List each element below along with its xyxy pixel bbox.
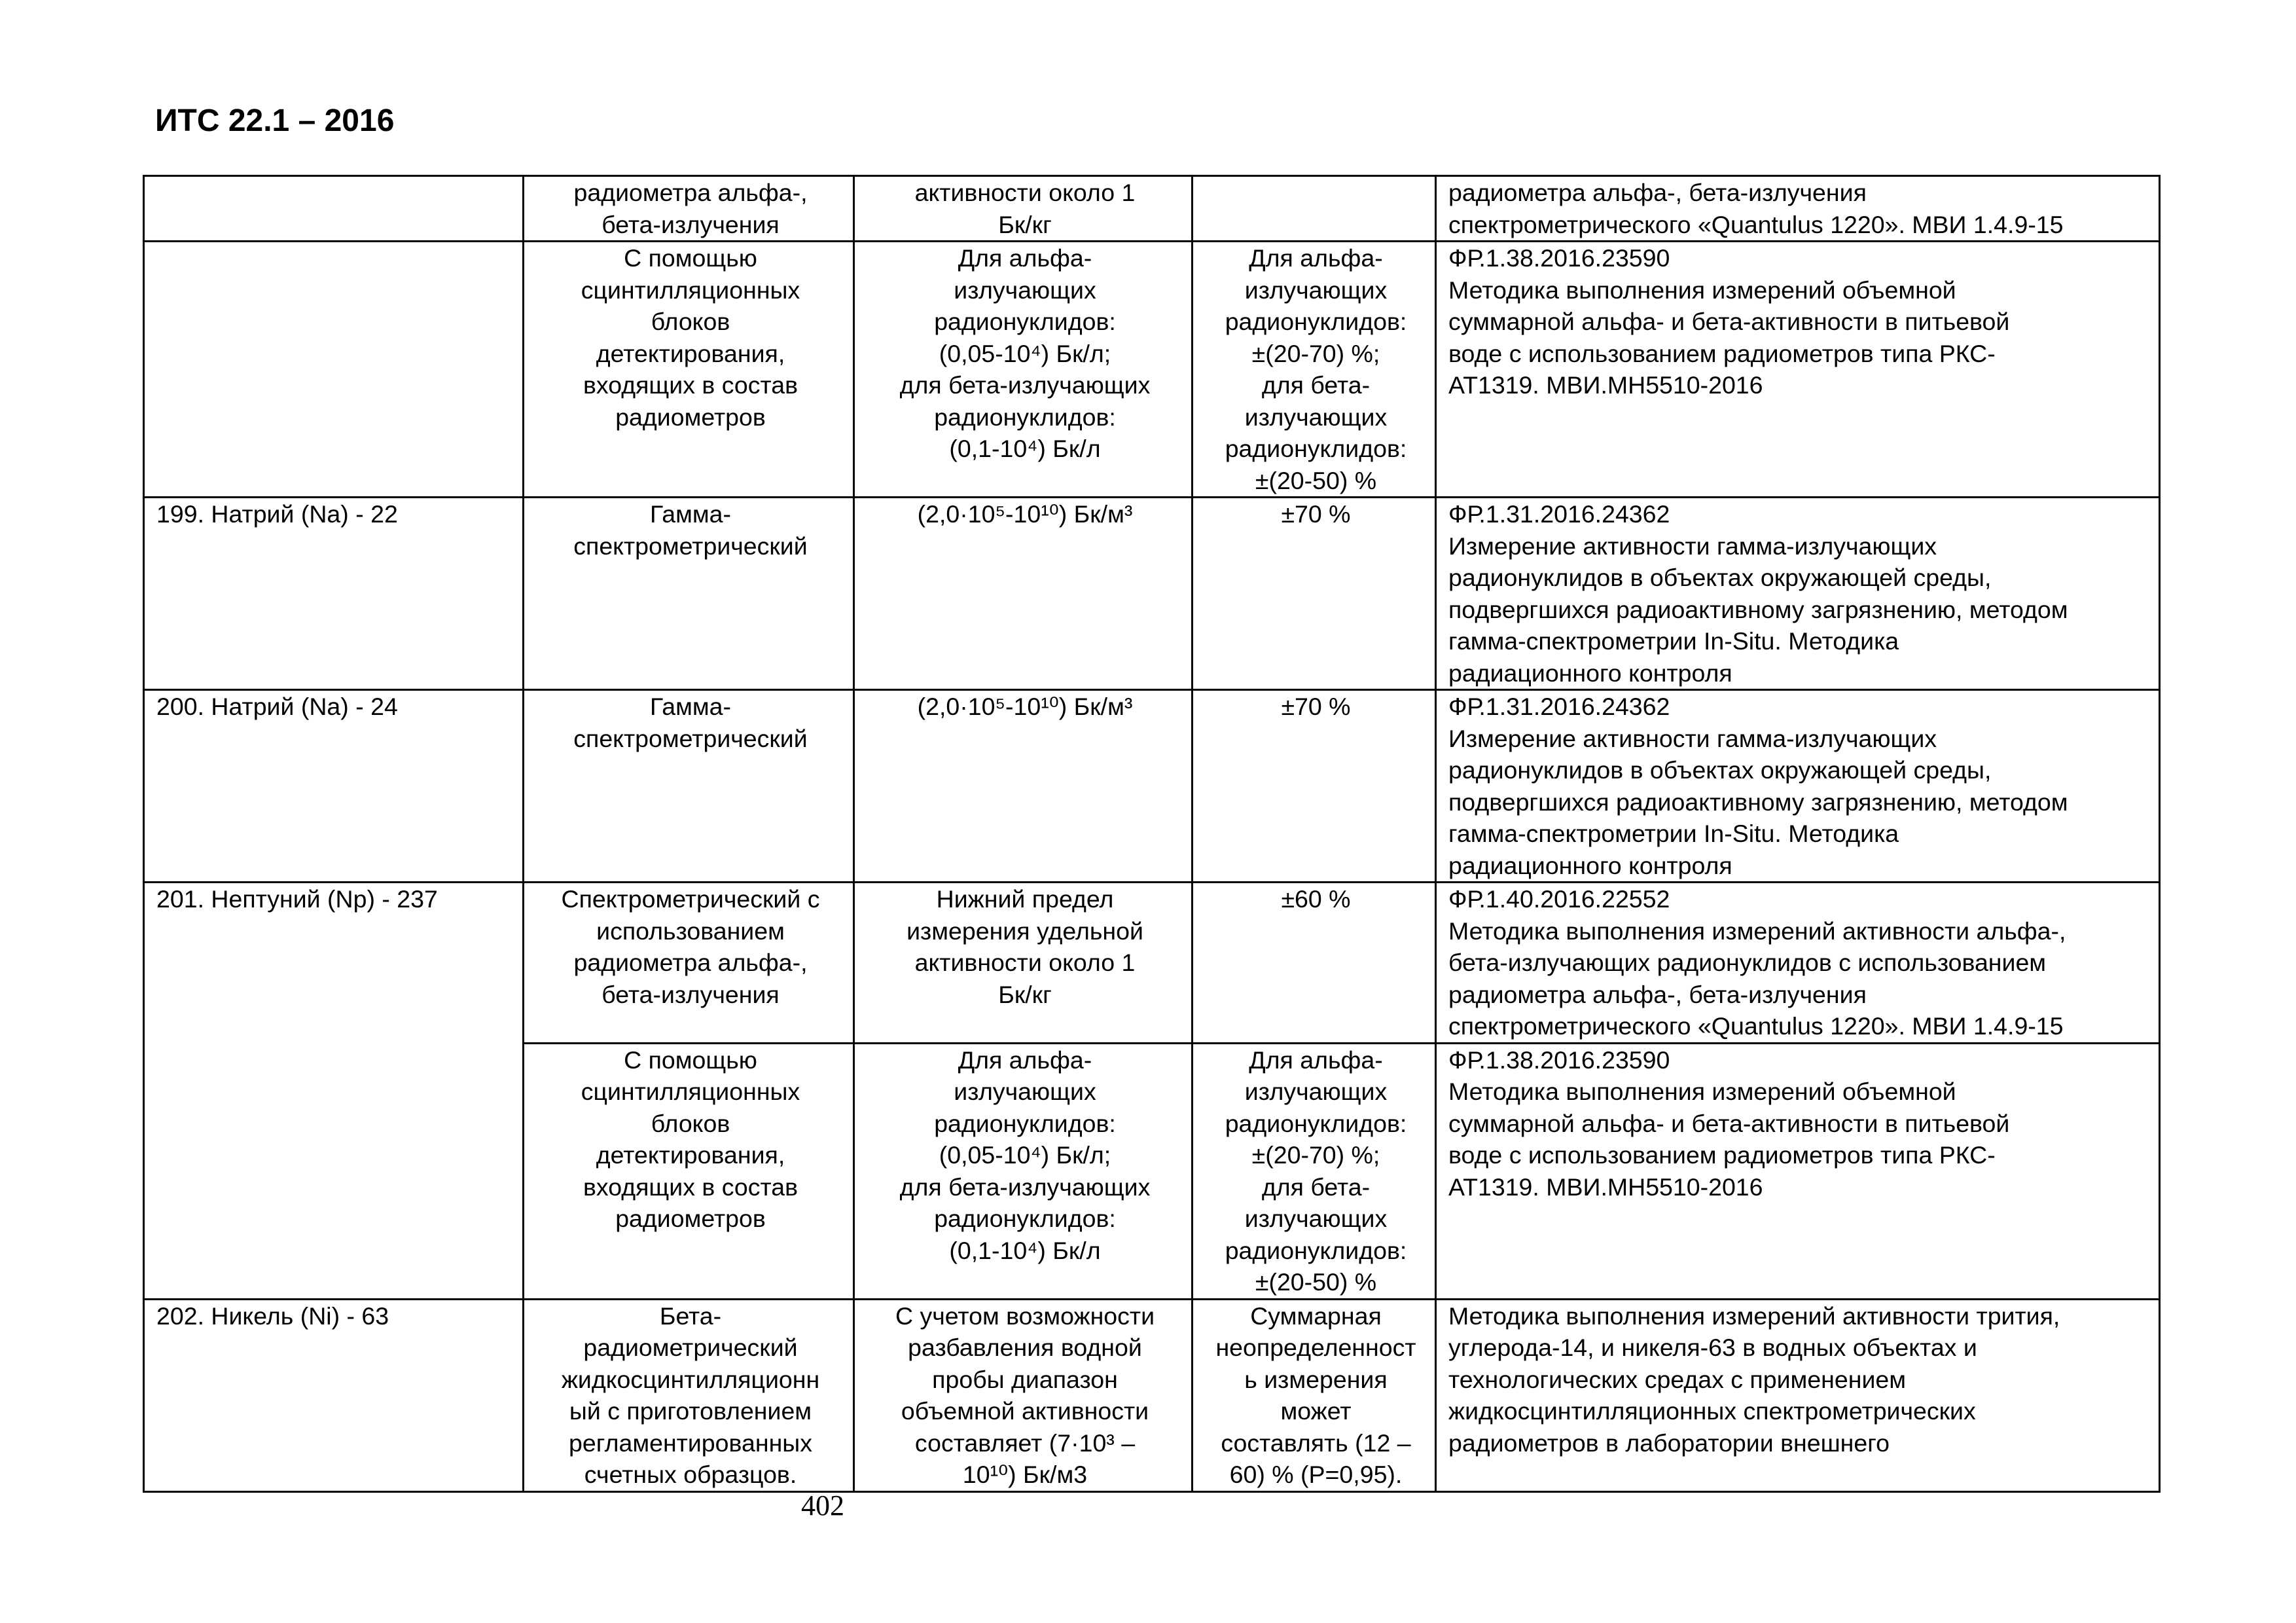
- range-cell: Нижний предел измерения удельной активности около 1 Бк/кг: [854, 883, 1193, 1044]
- methods-table: [143, 175, 2161, 1493]
- range-cell: Для альфа- излучающих радионуклидов: (0,05-10⁴) Бк/л; для бета-излучающих радионуклидов: (0,1-10⁴) Бк/л: [854, 1043, 1193, 1299]
- isotope-cell: [144, 176, 524, 242]
- table-row: [144, 498, 2160, 690]
- page-number: 402: [801, 1489, 844, 1522]
- range-cell: С учетом возможности разбавления водной пробы диапазон объемной активности составляет (7·10³ – 10¹⁰) Бк/м3: [854, 1299, 1193, 1491]
- range-cell: (2,0·10⁵-10¹⁰) Бк/м³: [854, 690, 1193, 883]
- document-cell: ФР.1.31.2016.24362 Измерение активности гамма-излучающих радионуклидов в объектах окружающей среды, подвергшихся радиоактивному загрязнению, методом гамма-спектрометрии In-Situ. Методика радиационного контроля: [1436, 498, 2160, 690]
- isotope-cell: 199. Натрий (Na) - 22: [144, 498, 524, 690]
- error-cell: ±70 %: [1193, 498, 1436, 690]
- method-cell: С помощью сцинтилляционных блоков детектирования, входящих в состав радиометров: [524, 1043, 854, 1299]
- method-cell: С помощью сцинтилляционных блоков детектирования, входящих в состав радиометров: [524, 242, 854, 498]
- range-cell: активности около 1 Бк/кг: [854, 176, 1193, 242]
- isotope-cell: 201. Нептуний (Np) - 237: [144, 883, 524, 1300]
- method-cell: Гамма- спектрометрический: [524, 498, 854, 690]
- table-row: [144, 690, 2160, 883]
- table-row: [144, 242, 2160, 498]
- error-cell: Суммарная неопределенност ь измерения может составлять (12 – 60) % (P=0,95).: [1193, 1299, 1436, 1491]
- isotope-cell: 202. Никель (Ni) - 63: [144, 1299, 524, 1491]
- table-row: [144, 1299, 2160, 1491]
- error-cell: ±70 %: [1193, 690, 1436, 883]
- document-cell: ФР.1.31.2016.24362 Измерение активности гамма-излучающих радионуклидов в объектах окружающей среды, подвергшихся радиоактивному загрязнению, методом гамма-спектрометрии In-Situ. Методика радиационного контроля: [1436, 690, 2160, 883]
- isotope-cell: [144, 242, 524, 498]
- method-cell: Спектрометрический с использованием радиометра альфа-, бета-излучения: [524, 883, 854, 1044]
- range-cell: Для альфа- излучающих радионуклидов: (0,05-10⁴) Бк/л; для бета-излучающих радионуклидов: (0,1-10⁴) Бк/л: [854, 242, 1193, 498]
- document-cell: ФР.1.38.2016.23590 Методика выполнения измерений объемной суммарной альфа- и бета-активности в питьевой воде с использованием радиометров типа РКС- АТ1319. МВИ.МН5510-2016: [1436, 1043, 2160, 1299]
- error-cell: [1193, 176, 1436, 242]
- range-cell: (2,0·10⁵-10¹⁰) Бк/м³: [854, 498, 1193, 690]
- table-row: [144, 176, 2160, 242]
- method-cell: Бета- радиометрический жидкосцинтилляционн ый с приготовлением регламентированных счетных образцов.: [524, 1299, 854, 1491]
- document-cell: ФР.1.40.2016.22552 Методика выполнения измерений активности альфа-, бета-излучающих радионуклидов с использованием радиометра альфа-, бета-излучения спектрометрического «Quantulus 1220». МВИ 1.4.9-15: [1436, 883, 2160, 1044]
- document-cell: радиометра альфа-, бета-излучения спектрометрического «Quantulus 1220». МВИ 1.4.9-15: [1436, 176, 2160, 242]
- table-row: [144, 883, 2160, 1044]
- error-cell: ±60 %: [1193, 883, 1436, 1044]
- document-cell: Методика выполнения измерений активности трития, углерода-14, и никеля-63 в водных объектах и технологических средах с применением жидкосцинтилляционных спектрометрических радиометров в лаборатории внешнего: [1436, 1299, 2160, 1491]
- method-cell: Гамма- спектрометрический: [524, 690, 854, 883]
- document-cell: ФР.1.38.2016.23590 Методика выполнения измерений объемной суммарной альфа- и бета-активности в питьевой воде с использованием радиометров типа РКС- АТ1319. МВИ.МН5510-2016: [1436, 242, 2160, 498]
- error-cell: Для альфа- излучающих радионуклидов: ±(20-70) %; для бета- излучающих радионуклидов: ±(20-50) %: [1193, 242, 1436, 498]
- method-cell: радиометра альфа-, бета-излучения: [524, 176, 854, 242]
- isotope-cell: 200. Натрий (Na) - 24: [144, 690, 524, 883]
- error-cell: Для альфа- излучающих радионуклидов: ±(20-70) %; для бета- излучающих радионуклидов: ±(20-50) %: [1193, 1043, 1436, 1299]
- document-header: ИТС 22.1 – 2016: [155, 103, 395, 138]
